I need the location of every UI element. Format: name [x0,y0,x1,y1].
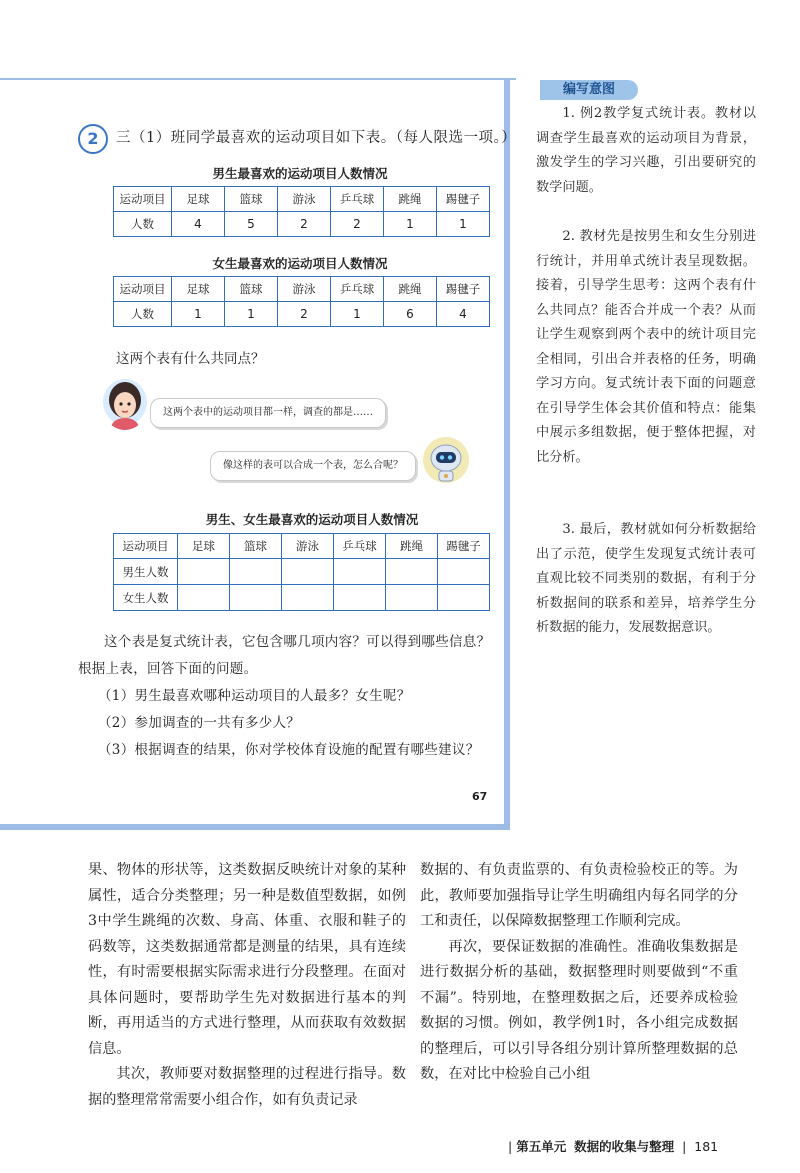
girls-value: 1 [331,302,384,327]
footer-divider: | [674,1139,695,1154]
footer-unit: 第五单元 [516,1139,567,1154]
example-number-badge: 2 [78,124,108,154]
combined-item: 游泳 [282,534,334,559]
girls-item: 游泳 [278,277,331,302]
girls-value: 4 [437,302,490,327]
sidebar-paragraph-3: 3. 最后，教材就如何分析数据给出了示范，使学生发现复式统计表可直观比较不同类别的数据，有利于分析数据间的联系和差异，培养学生分析数据的能力，发展数据意识。 [536,522,756,635]
guide-right-paragraph: 再次，要保证数据的准确性。准确收集数据是进行数据分析的基础，数据整理时则要做到“不重不漏”。特别地，在整理数据之后，还要养成检验数据的习惯。例如，教学例1时，各小组完成数据的整理后，可以引导各组分别计算所整理数据的总数，在对比中检验自己小组 [420,938,738,1082]
combined-item: 足球 [178,534,230,559]
question-1: （1）男生最喜欢哪种运动项目的人最多？女生呢？ [98,688,411,704]
girls-header-label: 运动项目 [114,277,172,302]
combined-item: 踢毽子 [438,534,490,559]
girls-value: 2 [278,302,331,327]
robot-avatar-icon [422,436,470,486]
girls-item: 踢毽子 [437,277,490,302]
boys-item: 足球 [172,187,225,212]
textbook-top-border [0,78,516,80]
boys-value: 5 [225,212,278,237]
question-3: （3）根据调查的结果，你对学校体育设施的配置有哪些建议？ [98,742,480,758]
boys-header-label: 运动项目 [114,187,172,212]
guide-right-paragraph: 数据的、有负责监票的、有负责检验校正的等。为此，教师要加强指导让学生明确组内每名同学的分工和责任，以保障数据整理工作顺利完成。 [420,862,738,929]
combined-empty-cell [438,585,490,611]
guide-left-paragraph: 果、物体的形状等，这类数据反映统计对象的某种属性，适合分类整理；另一种是数值型数据，如例3中学生跳绳的次数、身高、体重、衣服和鞋子的码数等，这类数据通常都是测量的结果，具有连续性，有时需要根据实际需求进行分段整理。在面对具体问题时，要帮助学生先对数据进行基本的判断，再用适当的方式进行整理，从而获取有效数据信息。 [88,862,406,1057]
boys-value: 1 [384,212,437,237]
robot-speech-bubble: 像这样的表可以合成一个表，怎么合呢？ [210,451,416,481]
sidebar-paragraph-1: 1. 例2教学复式统计表。教材以调查学生最喜欢的运动项目为背景，激发学生的学习兴趣，引出要研究的数学问题。 [536,106,756,195]
boys-item: 跳绳 [384,187,437,212]
boys-value: 4 [172,212,225,237]
common-point-question: 这两个表有什么共同点？ [116,351,265,367]
girls-item: 篮球 [225,277,278,302]
boys-item: 乒乓球 [331,187,384,212]
textbook-page-number: 67 [472,790,488,803]
girls-value: 6 [384,302,437,327]
footer-title: 数据的收集与整理 [574,1139,675,1154]
combined-item: 篮球 [230,534,282,559]
guide-right-column [420,858,738,1088]
girls-table-caption: 女生最喜欢的运动项目人数情况 [212,256,388,271]
combined-row-label: 女生人数 [114,585,178,611]
sidebar-title: 编写意图 [540,80,638,100]
page-footer [508,1137,718,1155]
boys-item: 篮球 [225,187,278,212]
boys-item: 踢毽子 [437,187,490,212]
footer-divider: | [508,1139,517,1154]
boys-row-label: 人数 [114,212,172,237]
girls-item: 跳绳 [384,277,437,302]
girls-value: 1 [172,302,225,327]
girl-avatar-icon [102,378,148,430]
combined-empty-cell [334,585,386,611]
combined-empty-cell [178,559,230,585]
prompt-line-2: 根据上表，回答下面的问题。 [78,661,258,677]
boys-table-caption: 男生最喜欢的运动项目人数情况 [212,166,388,181]
girls-value: 1 [225,302,278,327]
example-text: 三（1）班同学最喜欢的运动项目如下表。（每人限选一项。） [116,130,517,146]
boys-item: 游泳 [278,187,331,212]
combined-table [113,533,490,611]
girls-row-label: 人数 [114,302,172,327]
boys-value: 2 [278,212,331,237]
girl-speech-bubble: 这两个表中的运动项目都一样，调查的都是…… [150,398,386,428]
boys-value: 1 [437,212,490,237]
combined-empty-cell [334,559,386,585]
boys-table [113,186,490,237]
girls-item: 足球 [172,277,225,302]
prompt-line-1: 这个表是复式统计表，它包含哪几项内容？可以得到哪些信息？ [104,634,491,650]
boys-value: 2 [331,212,384,237]
guide-left-column [88,858,406,1113]
combined-empty-cell [282,585,334,611]
combined-empty-cell [230,559,282,585]
combined-empty-cell [386,585,438,611]
combined-header-label: 运动项目 [114,534,178,559]
combined-empty-cell [282,559,334,585]
question-2: （2）参加调查的一共有多少人？ [98,715,301,731]
combined-item: 跳绳 [386,534,438,559]
combined-empty-cell [386,559,438,585]
combined-table-caption: 男生、女生最喜欢的运动项目人数情况 [205,512,419,527]
combined-empty-cell [438,559,490,585]
combined-row-label: 男生人数 [114,559,178,585]
sidebar-paragraph-2: 2. 教材先是按男生和女生分别进行统计，并用单式统计表呈现数据。接着，引导学生思考：这两个表有什么共同点？能否合并成一个表？从而让学生观察到两个表中的统计项目完全相同，引出合并表格的任务，明确学习方向。复式统计表下面的问题意在引导学生体会其价值和特点：能集中展示多组数据，便于整体把握，对比分析。 [536,229,756,465]
girls-item: 乒乓球 [331,277,384,302]
combined-empty-cell [230,585,282,611]
combined-item: 乒乓球 [334,534,386,559]
girls-table [113,276,490,327]
combined-empty-cell [178,585,230,611]
guide-left-paragraph: 其次，教师要对数据整理的过程进行指导。数据的整理常常需要小组合作，如有负责记录 [88,1066,406,1108]
footer-page-number: 181 [694,1139,719,1154]
